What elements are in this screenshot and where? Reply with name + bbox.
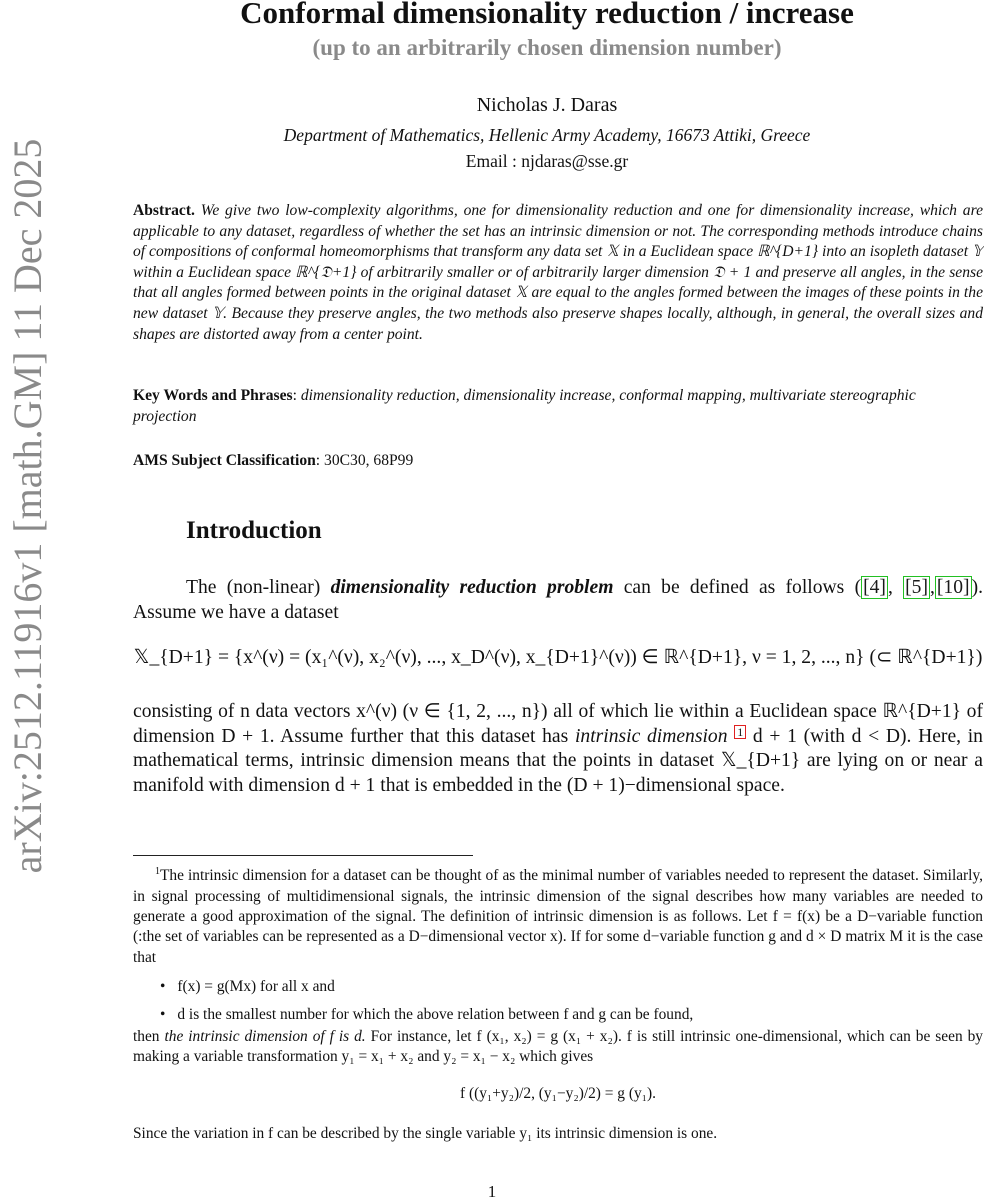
ams-codes: 30C30, 68P99 [324,452,414,469]
citation-link[interactable]: [4] [863,577,886,598]
section-heading-introduction: Introduction [186,517,322,544]
list-item: • f(x) = g(Mx) for all x and [160,973,693,1001]
dataset-equation: 𝕏_{D+1} = {x^(ν) = (x₁^(ν), x₂^(ν), ..., x_D^(ν), x_{D+1}^(ν)) ∈ ℝ^{D+1}, ν = 1, 2, ..., n} (⊂ ℝ^{D+1}) [133,647,983,668]
footnote-body-1: The intrinsic dimension for a dataset can be thought of as the minimal number of variables needed to represent the dataset. Similarly, in signal processing of multidimensional signals, the intrinsic dimension of the signal describes how many variables are needed to generate a good approximation of the signal. The definition of intrinsic dimension is as follows. Let f = f(x) be a D−variable function (:the set of variables can be represented as a D−dimensional vector x). If for some d−variable function g and d × D matrix M it is the case that [133,867,983,966]
arxiv-sidebar-stamp: arXiv:2512.11916v1 [math.GM] 11 Dec 2025 [5,138,50,874]
citation-link[interactable]: [5] [905,577,928,598]
footnote-text-1 [133,862,983,968]
list-item: • d is the smallest number for which the above relation between f and g can be found, [160,1001,693,1029]
footnote-body-2b: For instance, let f (x₁, x₂) = g (x₁ + x₂). f is still intrinsic one-dimensional, which can be seen by making a variable transformation y₁ = x₁ + x₂ and y₂ = x₁ − x₂ which gives [133,1028,983,1066]
intro-p1-end: ). Assume we have a dataset [133,577,983,623]
keywords-label: Key Words and Phrases [133,387,293,404]
footnote-text-2 [133,1027,983,1068]
footnote-text-3: Since the variation in f can be described by the single variable y₁ its intrinsic dimension is one. [133,1125,718,1142]
paper-subtitle: (up to an arbitrarily chosen dimension number) [312,35,782,60]
term-intrinsic-dimension: intrinsic dimension [574,725,728,747]
footnote-body-2a: then [133,1028,160,1045]
author-email: Email : njdaras@sse.gr [465,151,629,171]
ams-label: AMS Subject Classification [133,452,316,469]
footnote-bullet-list [160,973,693,1029]
keywords: Key Words and Phrases: dimensionality reduction, dimensionality increase, conformal mapping, multivariate stereographic projection [133,387,916,425]
footnote-definition: the intrinsic dimension of f is d. [164,1028,366,1045]
author-name: Nicholas J. Daras [476,94,618,116]
intro-p2-a: consisting of n data vectors x^(ν) (ν ∈ {1, 2, ..., n}) all of which lie within a Euclidean space ℝ^{D+1} of dimension D + 1. Assume further that this dataset has [133,701,983,747]
footnote-divider [133,855,473,856]
intro-paragraph-2 [133,700,983,798]
abstract-label: Abstract. [133,202,195,219]
intro-p1-mid: can be defined as follows ( [623,577,862,598]
abstract [133,201,983,345]
author-affiliation: Department of Mathematics, Hellenic Army Academy, 16673 Attiki, Greece [283,125,811,145]
footnote-mark: 1 [155,866,160,877]
keywords-text: dimensionality reduction, dimensionality increase, conformal mapping, multivariate stereographic projection [133,387,916,425]
term-dimensionality-reduction: dimensionality reduction problem [330,577,614,598]
page-number: 1 [487,1182,497,1201]
citation-link[interactable]: [10] [936,577,970,598]
intro-p2-b: d + 1 (with d < D). Here, in mathematical terms, intrinsic dimension means that the points in dataset 𝕏_{D+1} are lying on or near a manifold with dimension d + 1 that is embedded in the (D + 1)−dimensional space. [133,725,983,796]
footnote-link[interactable]: 1 [734,725,746,739]
paper-title: Conformal dimensionality reduction / increase [240,0,854,30]
abstract-text: We give two low-complexity algorithms, one for dimensionality reduction and one for dimensionality increase, which are applicable to any dataset, regardless of whether the set has an intrinsic dimension or not. The corresponding methods introduce chains of compositions of conformal homeomorphisms that transform any data set 𝕏 in a Euclidean space ℝ^{D+1} into an isopleth dataset 𝕐 within a Euclidean space ℝ^{𝔇+1} of arbitrarily smaller or of arbitrarily larger dimension 𝔇 + 1 and preserve all angles, in the sense that all angles formed between points in the original dataset 𝕏 are equal to the angles formed between the images of these points in the new dataset 𝕐. Because they preserve angles, the two methods also preserve shapes locally, although, in general, the overall sizes and shapes are distorted away from a center point. [133,202,983,343]
intro-paragraph-1: The (non-linear) dimensionality reduction problem can be defined as follows ( [4] , [5] , [10] ). Assume we have a dataset [133,577,983,623]
intro-p1-start: The (non-linear) [186,577,321,598]
footnote-equation: f ((y₁+y₂)/2, (y₁−y₂)/2) = g (y₁). [459,1085,657,1102]
ams-classification: AMS Subject Classification: 30C30, 68P99 [133,452,414,469]
